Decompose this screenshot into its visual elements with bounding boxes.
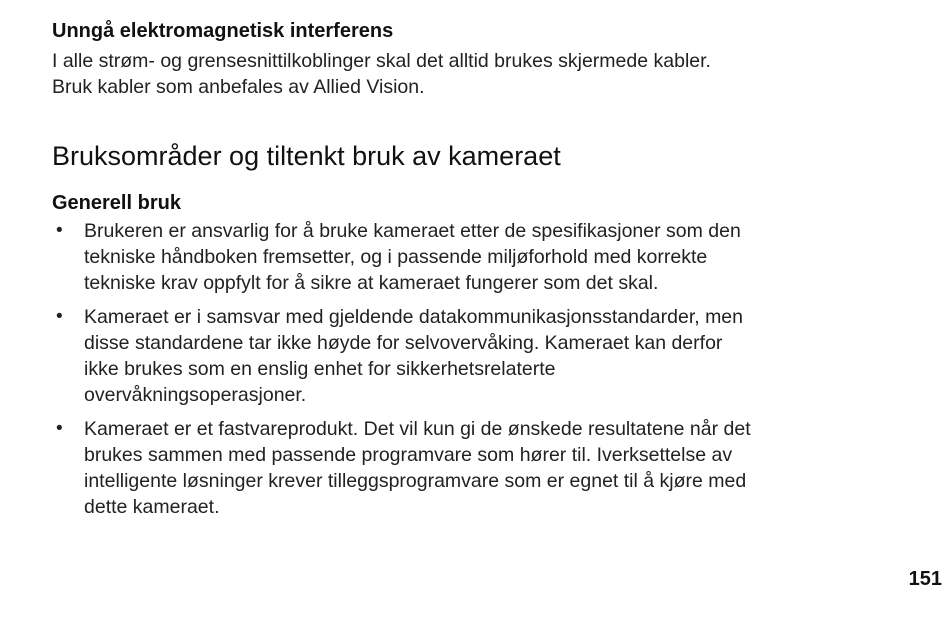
page-number: 151 [908, 568, 942, 590]
bullet-marker: • [56, 418, 63, 439]
bullet-line: intelligente løsninger krever tilleggsprogramvare som er egnet til å kjøre med [84, 470, 747, 492]
bullet-line: Kameraet er et fastvareprodukt. Det vil kun gi de ønskede resultatene når det [84, 418, 751, 440]
bullet-line: disse standardene tar ikke høyde for selvovervåking. Kameraet kan derfor [84, 332, 723, 354]
bullet-line: Kameraet er i samsvar med gjeldende datakommunikasjonsstandarder, men [84, 306, 744, 328]
bullet-line: Brukeren er ansvarlig for å bruke kameraet etter de spesifikasjoner som den [84, 220, 741, 242]
document-page [52, 18, 902, 528]
subheading-general-use: Generell bruk [52, 192, 181, 214]
bullet-line: overvåkningsoperasjoner. [84, 384, 307, 406]
bullet-list [52, 218, 902, 520]
bullet-line: tekniske håndboken fremsetter, og i passende miljøforhold med korrekte [84, 246, 708, 268]
bullet-line: tekniske krav oppfylt for å sikre at kameraet fungerer som det skal. [84, 272, 659, 294]
bullet-marker: • [56, 306, 63, 327]
bullet-item [52, 218, 902, 296]
emi-paragraph [52, 48, 902, 100]
bullet-marker: • [56, 220, 63, 241]
bullet-item [52, 304, 902, 408]
bullet-item [52, 416, 902, 520]
bullet-line: dette kameraet. [84, 496, 220, 518]
emi-paragraph-line: Bruk kabler som anbefales av Allied Vision. [52, 76, 425, 98]
bullet-line: ikke brukes som en enslig enhet for sikkerhetsrelaterte [84, 358, 556, 380]
chapter-title: Bruksområder og tiltenkt bruk av kameraet [52, 141, 561, 171]
emi-paragraph-line: I alle strøm- og grensesnittilkoblinger skal det alltid brukes skjermede kabler. [52, 50, 711, 72]
section-heading-emi: Unngå elektromagnetisk interferens [52, 20, 394, 42]
bullet-line: brukes sammen med passende programvare som hører til. Iverksettelse av [84, 444, 733, 466]
